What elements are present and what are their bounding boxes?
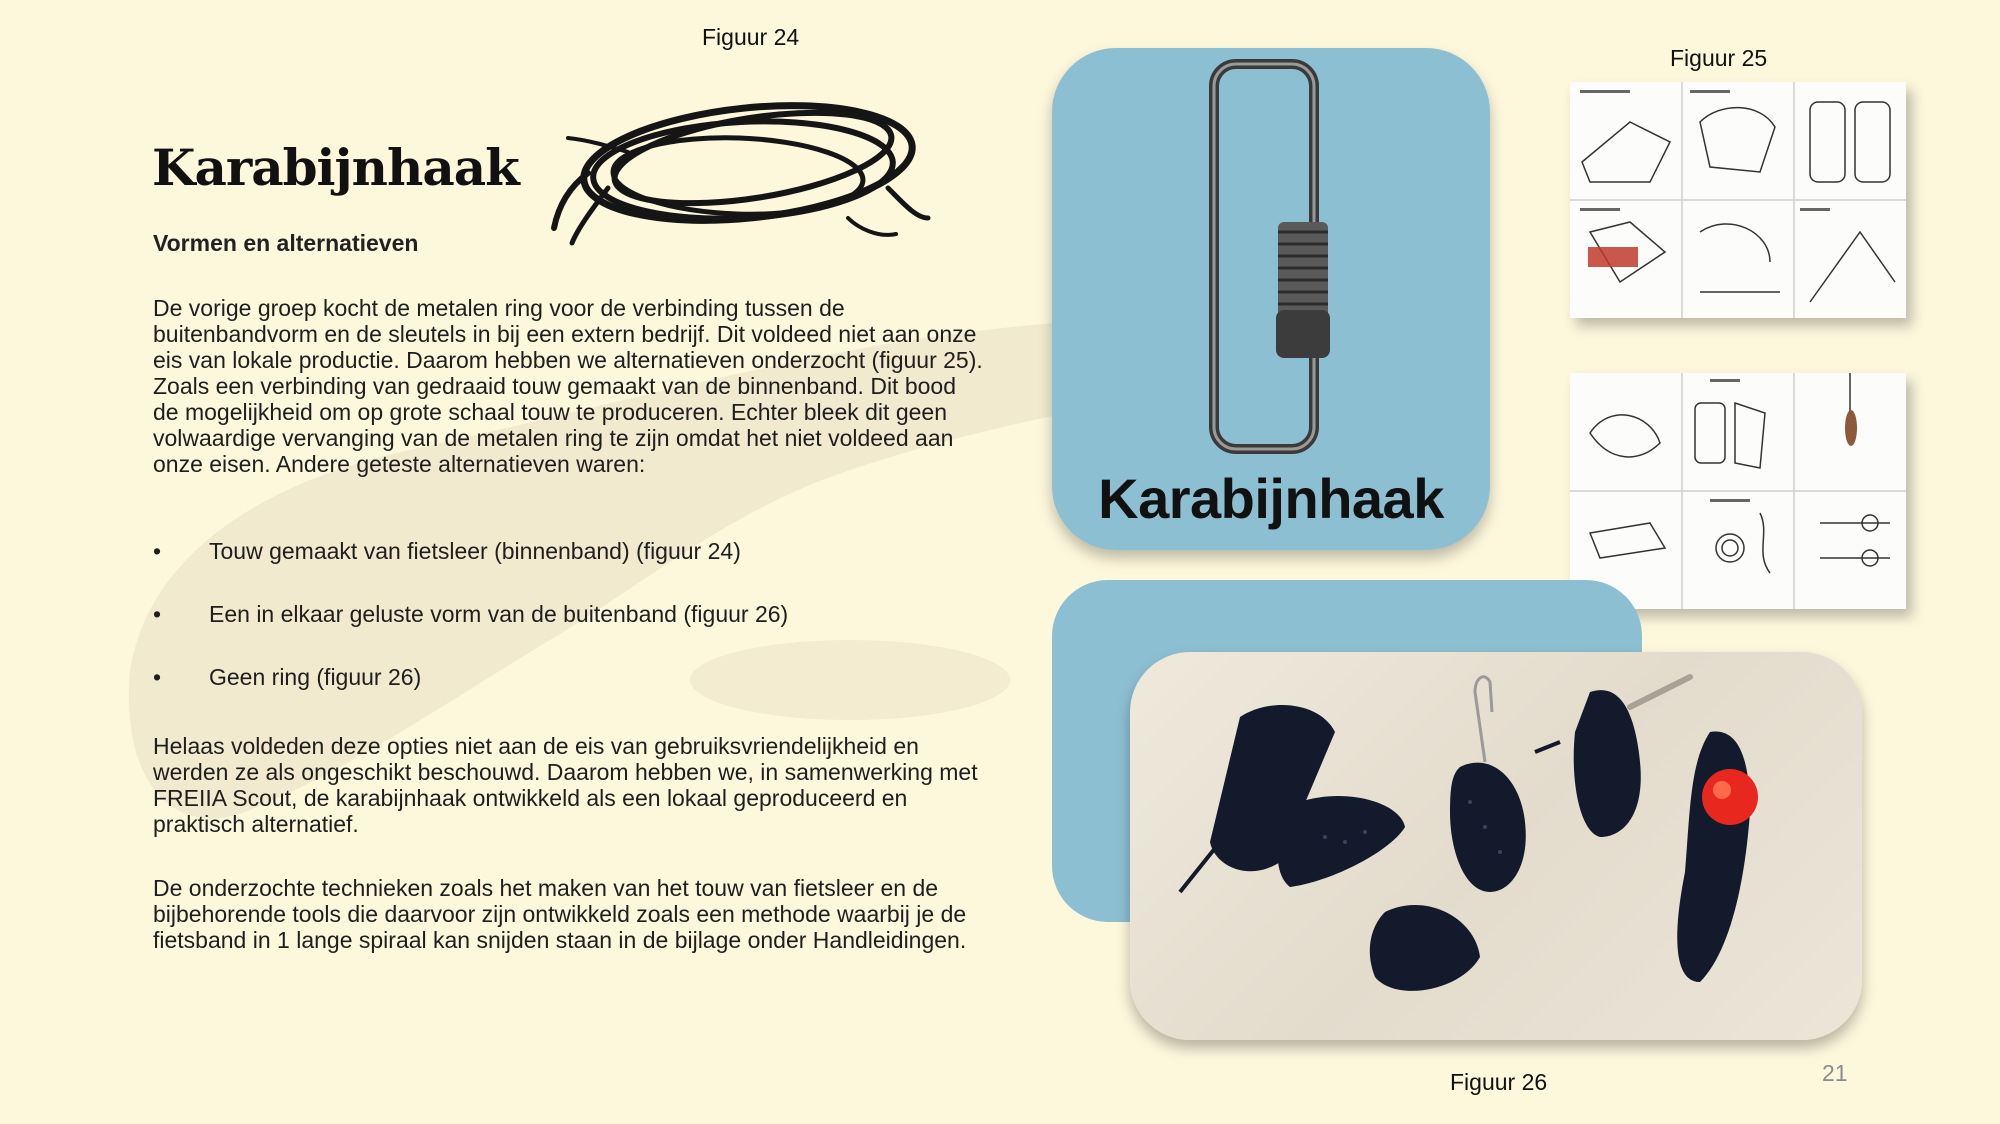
figure-24-caption: Figuur 24	[702, 24, 800, 50]
list-item	[153, 664, 983, 727]
karabijnhaak-card	[1052, 48, 1490, 550]
list-item-text: Geen ring (figuur 26)	[209, 664, 422, 690]
bullet-icon: •	[153, 664, 162, 690]
section-subtitle: Vormen en alternatieven	[153, 230, 419, 256]
sketch-drawing	[1570, 373, 1906, 609]
list-item	[153, 601, 983, 664]
sketch-image-bottom	[1570, 373, 1906, 609]
sketch-image-top	[1570, 82, 1906, 318]
prototypes-photo	[1130, 652, 1862, 1040]
paragraph-techniques: De onderzochte technieken zoals het maken van het touw van fietsleer en de bijbehorende tools die daarvoor zijn ontwikkeld zoals een methode waarbij je de fietsband in 1 lange spiraal kan snijden staan in de bijlage onder Handleidingen.	[153, 875, 967, 953]
sketch-drawing	[1570, 82, 1906, 318]
card-title: Karabijnhaak	[1098, 467, 1444, 530]
braided-rope-image	[548, 78, 938, 258]
figure-25-caption: Figuur 25	[1670, 45, 1768, 71]
prototype-objects	[1130, 652, 1862, 1040]
list-item-text: Touw gemaakt van fietsleer (binnenband) (figuur 24)	[209, 538, 741, 564]
list-item-text: Een in elkaar geluste vorm van de buitenband (figuur 26)	[209, 601, 789, 627]
carabiner-icon	[1192, 52, 1352, 462]
paragraph-intro: De vorige groep kocht de metalen ring voor de verbinding tussen de buitenbandvorm en de sleutels in bij een extern bedrijf. Dit voldeed niet aan onze eis van lokale productie. Daarom hebben we alternatieven onderzocht (figuur 25). Zoals een verbinding van gedraaid touw gemaakt van de binnenband. Dit bood de mogelijkheid om op grote schaal touw te produceren. Echter bleek dit geen volwaardige vervanging van de metalen ring te zijn omdat het niet voldeed aan onze eisen. Andere geteste alternatieven waren:	[153, 295, 983, 477]
figure-26-caption: Figuur 26	[1450, 1069, 1548, 1095]
paragraph-conclusion: Helaas voldeden deze opties niet aan de eis van gebruiksvriendelijkheid en werden ze als ongeschikt beschouwd. Daarom hebben we, in samenwerking met FREIIA Scout, de karabijnhaak ontwikkeld als een lokaal geproduceerd en praktisch alternatief.	[153, 733, 978, 837]
bullet-icon: •	[153, 601, 162, 627]
page-title: Karabijnhaak	[152, 138, 519, 197]
bullet-icon: •	[153, 538, 162, 564]
list-item	[153, 538, 983, 601]
alternatives-list	[153, 538, 983, 727]
page-number: 21	[1822, 1060, 1848, 1086]
